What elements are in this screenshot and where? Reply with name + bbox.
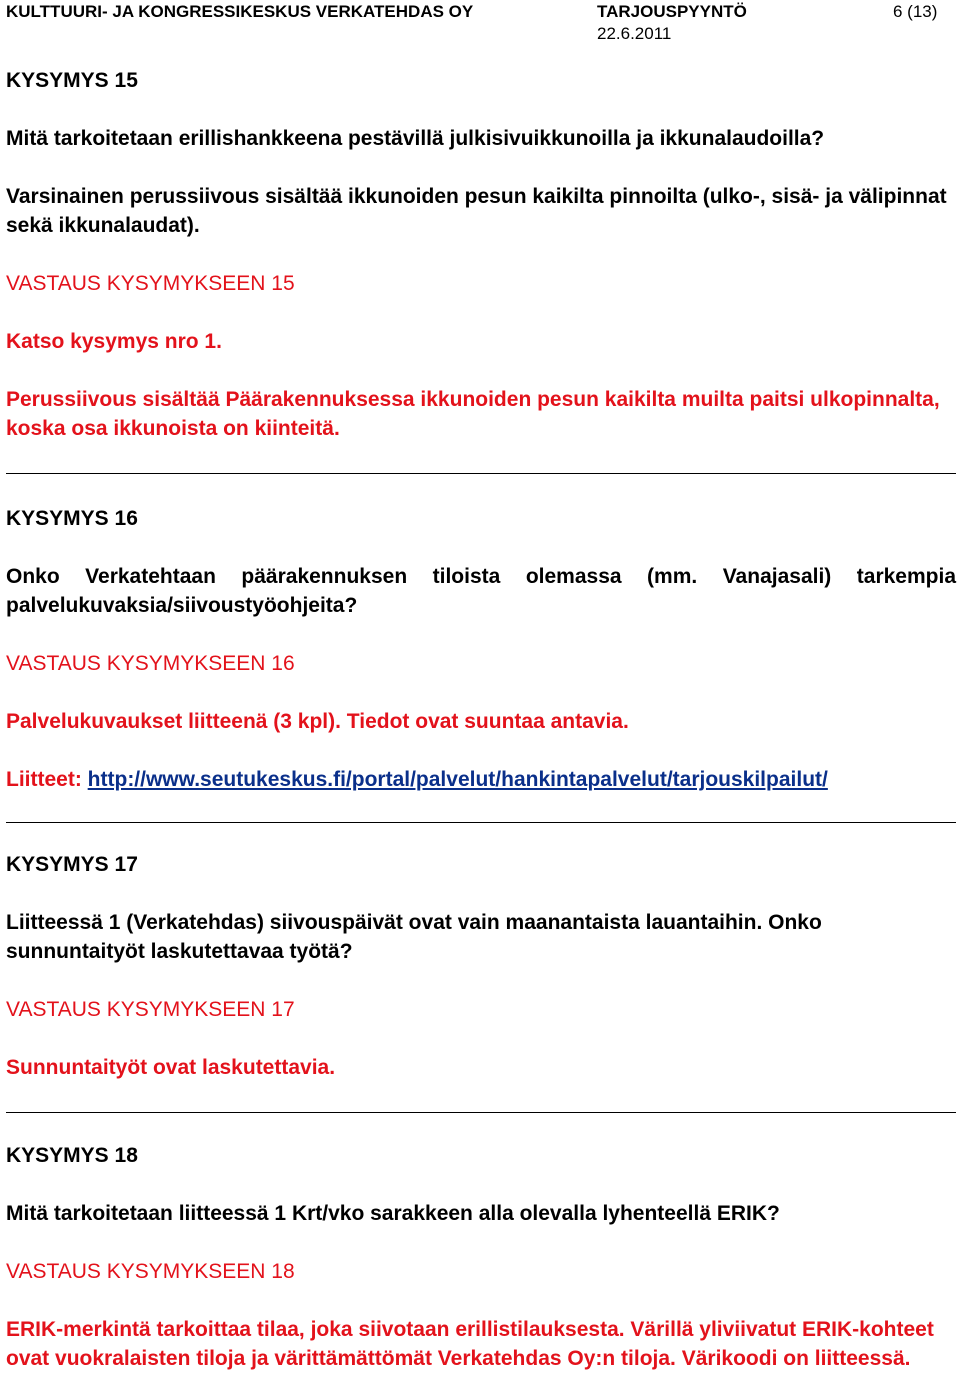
attachments-label: Liitteet: (6, 768, 82, 791)
section-divider (6, 822, 956, 823)
answer-17-text-1: Sunnuntaityöt ovat laskutettavia. (6, 1056, 336, 1079)
question-17-text: Liitteessä 1 (Verkatehdas) siivouspäivät ovat vain maanantaista lauantaihin. Onko sunnuntaityöt laskutettavaa työtä? (6, 911, 822, 963)
answer-16-attachments (6, 765, 956, 794)
answer-15-text-1: Katso kysymys nro 1. (6, 330, 222, 353)
question-16-text: Onko Verkatehtaan päärakennuksen tiloista olemassa (mm. Vanajasali) tarkempia palvelukuvaksia/siivoustyöohjeita? (6, 565, 956, 617)
answer-18-text-1: ERIK-merkintä tarkoittaa tilaa, joka siivotaan erillistilauksesta. Värillä yliviivatut ERIK-kohteet ovat vuokralaisten tiloja ja värittämättömät Verkatehdas Oy:n tiloja. Värikoodi on liitteessä. (6, 1318, 934, 1370)
question-15-text: Mitä tarkoitetaan erillishankkeena pestävillä julkisivuikkunoilla ja ikkunalaudoilla? (6, 127, 825, 150)
answer-15-text-2: Perussiivous sisältää Päärakennuksessa ikkunoiden pesun kaikilta muilta paitsi ulkopinnalta, koska osa ikkunoista on kiinteitä. (6, 388, 940, 440)
answer-16-title: VASTAUS KYSYMYKSEEN 16 (6, 652, 295, 675)
document-type: TARJOUSPYYNTÖ (597, 2, 747, 21)
question-17-title: KYSYMYS 17 (6, 853, 138, 876)
page-number: 6 (13) (893, 2, 938, 21)
section-divider (6, 1112, 956, 1113)
answer-17-title: VASTAUS KYSYMYKSEEN 17 (6, 998, 295, 1021)
question-18-text: Mitä tarkoitetaan liitteessä 1 Krt/vko sarakkeen alla olevalla lyhenteellä ERIK? (6, 1202, 780, 1225)
organization-name: KULTTUURI- JA KONGRESSIKESKUS VERKATEHDAS OY (6, 2, 474, 21)
answer-15-title: VASTAUS KYSYMYKSEEN 15 (6, 272, 295, 295)
answer-18-title: VASTAUS KYSYMYKSEEN 18 (6, 1260, 295, 1283)
answer-16-text-1: Palvelukuvaukset liitteenä (3 kpl). Tiedot ovat suuntaa antavia. (6, 710, 629, 733)
section-divider (6, 473, 956, 474)
document-body (6, 54, 956, 1373)
question-15-clarification: Varsinainen perussiivous sisältää ikkunoiden pesun kaikilta pinnoilta (ulko-, sisä- ja välipinnat sekä ikkunalaudat). (6, 185, 947, 237)
page-header (0, 0, 960, 48)
document-date: 22.6.2011 (597, 24, 672, 43)
question-18-title: KYSYMYS 18 (6, 1144, 138, 1167)
question-15-title: KYSYMYS 15 (6, 69, 138, 92)
question-16-title: KYSYMYS 16 (6, 507, 138, 530)
attachments-link[interactable]: http://www.seutukeskus.fi/portal/palvelut/hankintapalvelut/tarjouskilpailut/ (87, 768, 828, 791)
